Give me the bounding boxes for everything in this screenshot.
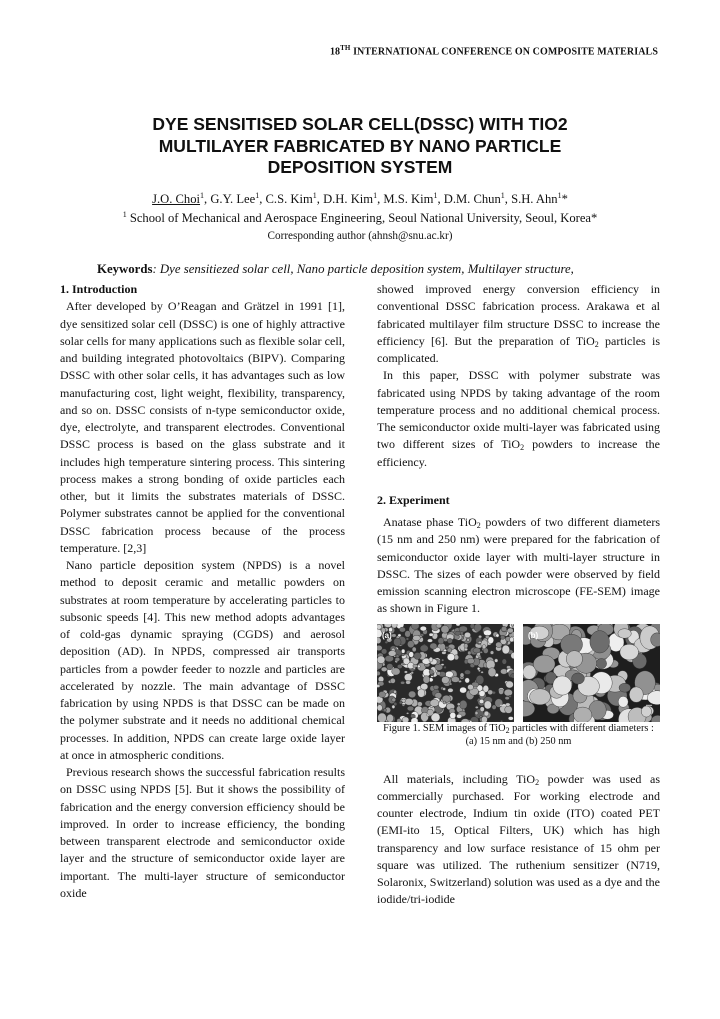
- paper-title: [100, 114, 620, 179]
- paragraph: Nano particle deposition system (NPDS) is a novel method to deposit ceramic and metallic powders on substrates at room temperature by accelerating particles to subsonic speeds [4]. This new method adopts advantages of cold-gas dynamic spraying (CGDS) and aerosol deposition (AD). In NPDS, compressed air transports particles from a powder feeder to nozzle and particles are accelerated by nozzle. The main advantage of DSSC fabrication by using NPDS is that DSSC can be made on the polymer substrate and it needs no additional chemical processes. In addition, NPDS can create large oxide layer at once in atmospheric conditions.: [60, 558, 345, 762]
- scale-bar-b: ━━: [645, 703, 652, 710]
- section-heading: 2. Experiment: [377, 492, 450, 507]
- affiliation-mark: 1: [500, 191, 505, 200]
- section-heading: 1. Introduction: [60, 282, 138, 296]
- right-column: [377, 281, 660, 909]
- sem-image-a: [377, 624, 514, 722]
- affiliation: $^1$ School of Mechanical and Aerospace Engineering, Seoul National University, Seoul, Korea*: [122, 210, 598, 226]
- conference-header: 18TH INTERNATIONAL CONFERENCE ON COMPOSITE MATERIALS: [329, 44, 658, 58]
- author-name: , C.S. Kim: [259, 192, 313, 207]
- affiliation-mark: 1: [433, 191, 438, 200]
- figure-1: [377, 624, 660, 722]
- affiliation-mark: 1: [255, 191, 260, 200]
- image-label-b: (b): [528, 630, 539, 640]
- author-name: , D.M. Chun: [437, 192, 501, 207]
- title-line: DEPOSITION SYSTEM: [267, 157, 453, 177]
- paragraph: Anatase phase TiO$_2$ powders of two different diameters (15 nm and 250 nm) were prepared for the fabrication of semiconductor oxide layer with multi-layer structure in DSSC. The sizes of each powder were observed by field emission scanning electron microscope (FE-SEM) image as shown in Figure 1.: [377, 515, 660, 616]
- left-column: [60, 281, 345, 902]
- title-line: DYE SENSITISED SOLAR CELL(DSSC) WITH TIO2: [152, 114, 568, 134]
- author-name: , M.S. Kim: [377, 192, 434, 207]
- figure-caption: Figure 1. SEM images of TiO$_2$ particles with different diameters : (a) 15 nm and (b) 250 nm: [383, 722, 654, 747]
- keywords: Keywords: Dye sensitiezed solar cell, Nano particle deposition system, Multilayer structure,: [97, 262, 574, 276]
- author-list: J.O. Choi$^1$, G.Y. Lee$^1$, C.S. Kim$^1$, D.H. Kim$^1$, M.S. Kim$^1$, D.M. Chun$^1$, S.H. Ahn$^1$*: [152, 191, 568, 207]
- paragraph: In this paper, DSSC with polymer substrate was fabricated using NPDS by taking advantage of the room temperature process and no additional chemical process. The semiconductor oxide multi-layer was fabricated using two different sizes of TiO$_2$ powders to increase the efficiency.: [377, 368, 660, 469]
- affiliation-mark: 1: [373, 191, 378, 200]
- paragraph: All materials, including TiO$_2$ powder was used as commercially purchased. For working electrode and counter electrode, Indium tin oxide (ITO) coated PET (EMI-ito 15, Optical Filters, UK) which has high transparency and low surface resistance of 15 ohm per square was utilized. The ruthenium sensitizer (N719, Solaronix, Switzerland) solution was used as a dye and the iodide/tri-iodide: [377, 771, 660, 907]
- image-label-a: (a): [382, 630, 392, 640]
- author-name: , G.Y. Lee: [204, 192, 256, 207]
- corresponding-author: Corresponding author (ahnsh@snu.ac.kr): [267, 230, 453, 242]
- paragraph: After developed by O’Reagan and Grätzel in 1991 [1], dye sensitized solar cell (DSSC) is one of highly attractive solar cells for many applications such as flexible solar cell, and building integrated photovoltaics (BIPV). Comparing DSSC with other solar cells, it has advantages such as low manufacturing cost, light weight, flexibility, transparency, and so on. DSSC consists of n-type semiconductor oxide, dye, electrolyte, and transparent electrodes. Conventional DSSC process is based on the glass substrate and it includes high temperature sintering process. This sintering process makes a strong bonding of oxide particles each other, but it limits the substrates materials of DSSC. Polymer substrates cannot be applied for the conventional DSSC fabrication process because of the process temperature. [2,3]: [60, 299, 345, 555]
- title-line: MULTILAYER FABRICATED BY NANO PARTICLE: [158, 135, 562, 156]
- scale-bar-a: ━━: [499, 703, 506, 710]
- sem-image-b: [523, 624, 660, 722]
- author-name: , S.H. Ahn: [504, 192, 558, 207]
- author-name: , D.H. Kim: [316, 192, 374, 207]
- affiliation-mark: 1: [557, 191, 562, 200]
- paragraph: showed improved energy conversion efficiency in conventional DSSC fabrication process. Arakawa et al fabricated multilayer film structure DSSC to increase the efficiency [6]. But the preparation of TiO$_2$ particles is complicated.: [377, 282, 660, 365]
- paragraph: Previous research shows the successful fabrication results on DSSC using NPDS [5]. But it shows the possibility of fabrication and the energy conversion efficiency should be improved. In order to increase efficiency, the bonding between transparent electrode and semiconductor oxide layer and the structure of semiconductor oxide layer are important. The multi-layer structure of semiconductor oxide: [60, 765, 345, 900]
- affiliation-mark: 1: [312, 191, 317, 200]
